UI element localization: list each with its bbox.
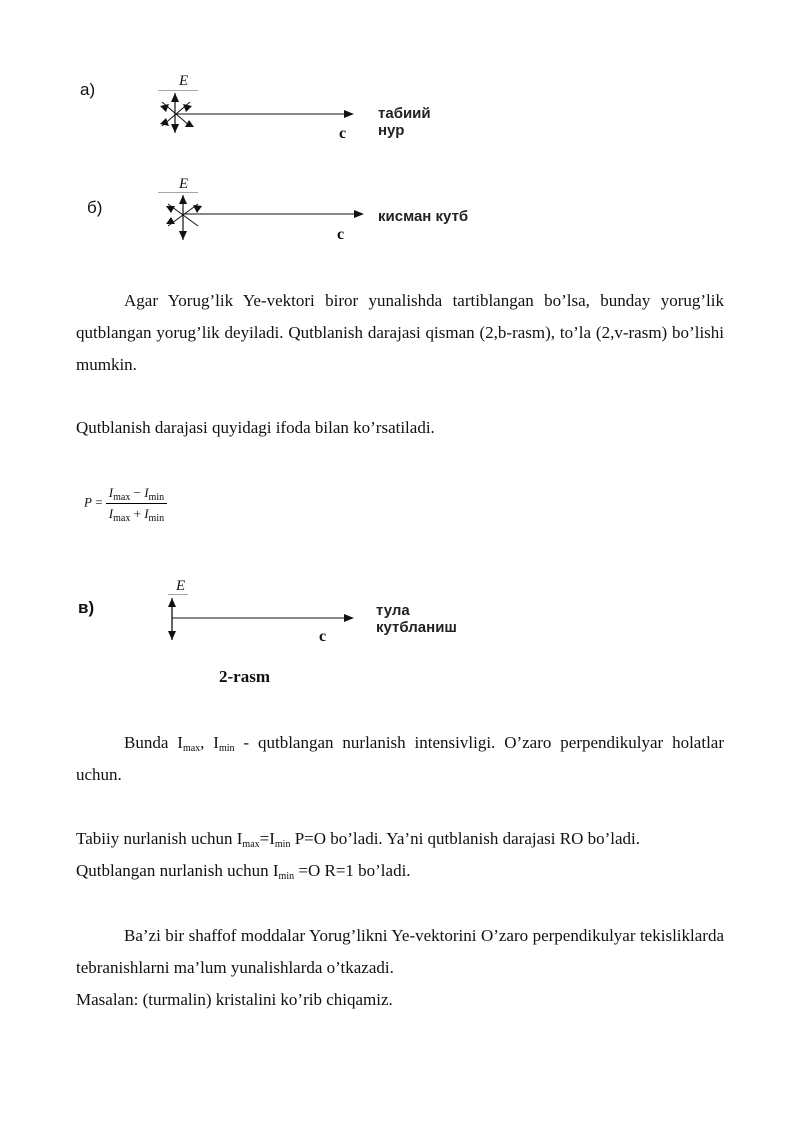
figure-v-vector-label: E [176, 578, 186, 594]
text-subscript: min [278, 871, 295, 882]
figure-a-caption [378, 105, 431, 139]
arrow-down-icon [179, 231, 187, 240]
figure-a-caption-line: нур [378, 122, 405, 139]
paragraph-text: Masalan: (turmalin) kristalini ko’rib chiqamiz. [76, 990, 393, 1009]
figure-a-diagram [150, 90, 370, 140]
arrow-up-icon [179, 195, 187, 204]
paragraph-text [76, 727, 724, 791]
text-run: - qutblangan nurlanish intensivligi. O’zaro perpendikulyar holatlar uchun. [76, 733, 724, 784]
text-subscript: max [242, 839, 260, 850]
formula-subscript: max [113, 492, 131, 503]
paragraph-4 [76, 823, 724, 887]
figure-v-caption-line: тула [376, 602, 410, 619]
figure-b-speed-label: c [337, 226, 345, 243]
formula-fraction [106, 484, 167, 523]
paragraph-text: Qutblanish darajasi quyidagi ifoda bilan ko’rsatiladi. [76, 418, 435, 437]
arrow-diag-icon [160, 118, 169, 126]
formula-symbol: I [144, 485, 149, 500]
arrow-diag-icon [160, 104, 169, 112]
formula-denominator [106, 504, 167, 523]
formula-operator: − [133, 485, 141, 500]
arrow-up-icon [168, 598, 176, 607]
paragraph-3 [76, 727, 724, 791]
arrow-diag-icon [166, 206, 175, 213]
formula-symbol: I [144, 506, 149, 521]
formula-subscript: max [113, 513, 131, 524]
formula-numerator [106, 484, 167, 504]
arrow-diag-icon [193, 205, 202, 213]
paragraph-text [76, 855, 724, 887]
text-run: =I [259, 829, 275, 848]
text-run: Qutblangan nurlanish uchun I [76, 861, 279, 880]
ray-arrow-icon [354, 210, 364, 218]
figure-a-label: а) [80, 80, 96, 99]
text-run: P=O bo’ladi. Ya’ni qutblanish darajasi RO bo’ladi. [290, 829, 641, 848]
figure-v-speed-label: c [319, 628, 327, 645]
paragraph-text: Agar Yorug’lik Ye-vektori biror yunalishda tartiblangan bo’lsa, bunday yorug’lik qutblangan yorug’lik deyiladi. Qutblanish darajasi qisman (2,b-rasm), to’la (2,v-rasm) bo’lishi mumkin. [76, 291, 724, 374]
paragraph-2 [76, 412, 724, 444]
formula-operator: + [133, 506, 141, 521]
text-run: =O R=1 bo’ladi. [294, 861, 411, 880]
arrow-diag-icon [183, 104, 192, 112]
arrow-down-icon [168, 631, 176, 640]
arrow-up-icon [171, 93, 179, 102]
arrow-diag-icon [166, 217, 175, 224]
text-run: Bunda I [124, 733, 183, 752]
ray-arrow-icon [344, 614, 354, 622]
text-subscript: min [218, 743, 235, 754]
text-run: Tabiiy nurlanish uchun I [76, 829, 243, 848]
figure-b-caption-line: кисман кутб [378, 208, 469, 225]
paragraph-text [76, 823, 724, 855]
figure-caption: 2-rasm [219, 667, 270, 686]
formula-equals: = [95, 494, 103, 510]
figure-v-caption [376, 602, 457, 636]
formula-symbol: I [108, 506, 114, 521]
figure-v-label: в) [78, 598, 95, 617]
figure-v-diagram [150, 594, 370, 646]
figure-b-vector-label: E [179, 176, 189, 192]
formula-symbol: I [108, 485, 114, 500]
polarization-formula [84, 484, 167, 523]
figure-b-label: б) [87, 198, 103, 217]
ray-arrow-icon [344, 110, 354, 118]
arrow-down-icon [171, 124, 179, 133]
figure-v-caption-line: кутбланиш [376, 619, 457, 636]
text-subscript: max [182, 743, 201, 754]
formula-lhs: P [84, 494, 92, 510]
paragraph-6 [76, 920, 724, 1016]
paragraph-1 [76, 285, 724, 381]
paragraph-text: Ba’zi bir shaffof moddalar Yorug’likni Ye-vektorini O’zaro perpendikulyar tekisliklarda tebranishlarni ma’lum yunalishlarda o’tkazadi. [76, 926, 724, 977]
figure-b-caption [378, 208, 468, 225]
text-run: , I [200, 733, 219, 752]
formula-subscript: min [148, 492, 165, 503]
formula-subscript: min [148, 513, 165, 524]
figure-a-speed-label: c [339, 125, 347, 142]
text-subscript: min [274, 839, 291, 850]
figure-a-vector-label: E [179, 73, 189, 89]
figure-a-caption-line: табиий [378, 105, 431, 122]
